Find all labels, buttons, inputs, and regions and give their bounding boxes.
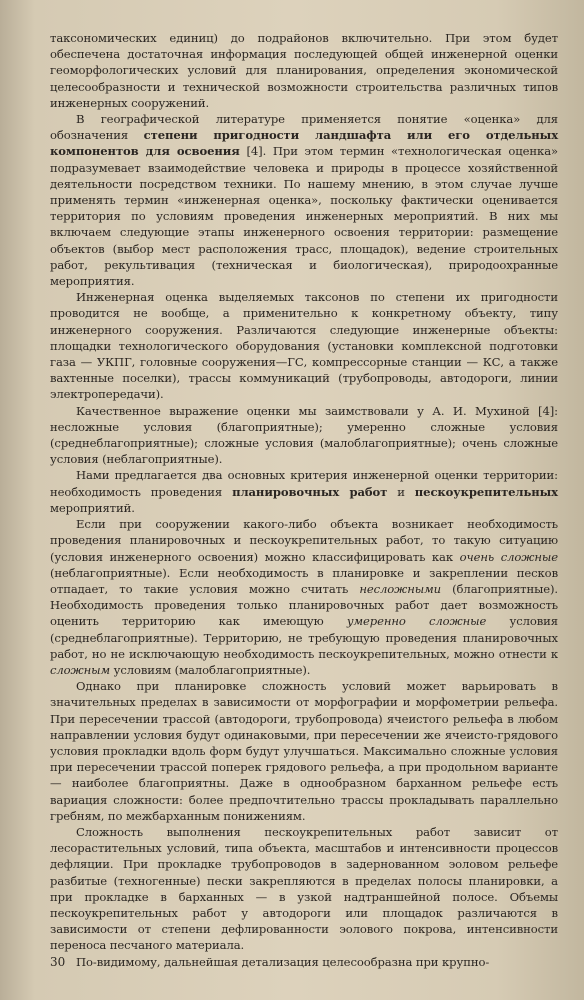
text-run: Нами предлагается два основных критерия инженерной оценки территории: необходимость проведения <box>50 468 558 499</box>
text-run: Однако при планировке сложность условий может варьировать в значительных пределах в зависимости от морфографии и морфометрии рельефа. При пересечении трассой (автодороги, трубопровода) ячеистого рельефа в любом направлении условия будут одинаковыми, при пересечении же ячеисто-грядового условия прокладки вдоль форм будут улучшаться. Максимально сложные условия при пересечении трассой поперек грядового рельефа, а при продольном варианте — наиболее благоприятны. Даже в однообразном барханном рельефе есть вариация сложности: более предпочтительно трассы прокладывать параллельно гребням, по межбарханным понижениям. <box>50 679 558 823</box>
bold-term: планировочных работ <box>232 484 388 499</box>
text-run: [4]. При этом термин «технологическая оценка» подразумевает взаимодействие человека и природы в процессе хозяйственной деятельности посредством техники. По нашему мнению, в этом случае лучше применять термин «инженерная оценка», поскольку фактически оценивается территория по условиям проведения инженерных мероприятий. В них мы включаем следующие этапы инженерного освоения территории: размещение объектов (выбор мест расположения трасс, площадок), ведение строительных работ, рекультивация (техническая и биологическая), природоохранные мероприятия. <box>50 144 559 289</box>
italic-term: очень сложные <box>459 549 558 564</box>
text-run: условиям (малоблагоприятные). <box>110 662 311 677</box>
paragraph-7 <box>50 678 558 824</box>
text-run: Если при сооружении какого-либо объекта возникает необходимость проведения планировочных и пескоукрепительных работ, то такую ситуацию (условия инженерного освоения) можно классифицировать как <box>50 517 558 564</box>
text-run: таксономических единиц) до подрайонов включительно. При этом будет обеспечена достаточная информация последующей общей инженерной оценки геоморфологических условий для планирования, определения экономической целесообразности и технической возможности строительства различных типов инженерных сооружений. <box>50 31 558 110</box>
text-run: (благоприятные). Необходимость проведения только планировочных работ дает возможность оценить территорию как имеющую <box>50 581 558 629</box>
text-run: и <box>387 484 415 499</box>
italic-term: несложными <box>359 581 442 596</box>
text-run: Качественное выражение оценки мы заимствовали у А. И. Мухиной [4]: несложные условия (благоприятные); умеренно сложные условия (среднеблагоприятные); сложные условия (малоблагоприятные); очень сложные условия (неблагоприятные). <box>50 403 558 467</box>
italic-term: умеренно сложные <box>346 614 487 629</box>
paragraph-9 <box>50 954 558 970</box>
bold-term: степени пригодности ландшафта или его отдельных компонентов для освоения <box>50 128 559 159</box>
paragraph-1 <box>50 30 558 111</box>
paragraph-2 <box>50 111 558 289</box>
paragraph-5 <box>50 467 558 516</box>
paragraph-4 <box>50 403 558 468</box>
paragraph-8 <box>50 824 558 954</box>
text-run: В географической литературе применяется понятие «оценка» для обозначения <box>50 112 558 143</box>
text-run: По-видимому, дальнейшая детализация целесообразна при крупно- <box>76 954 490 969</box>
paragraph-3 <box>50 289 558 402</box>
body-text <box>50 30 558 970</box>
italic-term: сложным <box>50 662 111 677</box>
text-run: Сложность выполнения пескоукрепительных работ зависит от лесорастительных условий, типа объекта, масштабов и интенсивности процессов дефляции. При прокладке трубопроводов в задернованном эоловом рельефе разбитые (техногенные) пески закрепляются в пределах полосы планировки, а при прокладке в барханных — в узкой надтраншейной полосе. Объемы пескоукрепительных работ у автодороги или площадок различаются в зависимости от степени дефлированности эолового покрова, интенсивности переноса песчаного материала. <box>50 824 558 953</box>
bold-term: пескоукрепительных <box>414 484 558 499</box>
text-run: условия (среднеблагоприятные). Территорию, не требующую проведения планировочных работ, но не исключающую необходимость пескоукрепительных, можно отнести к <box>50 614 559 661</box>
text-run: (неблагоприятные). Если необходимость в планировке и закреплении песков отпадает, то такие условия можно считать <box>50 565 558 596</box>
paragraph-6 <box>50 516 558 678</box>
page-number: 30 <box>50 955 66 969</box>
text-run: мероприятий. <box>50 500 135 515</box>
text-run: Инженерная оценка выделяемых таксонов по степени их пригодности проводится не вообще, а применительно к конкретному объекту, типу инженерного сооружения. Различаются следующие инженерные объекты: площадки технологического оборудования (установки комплексной подготовки газа — УКПГ, головные сооружения—ГС, компрессорные станции — КС, а также вахтенные поселки), трассы коммуникаций (трубопроводы, автодороги, линии электропередачи). <box>50 290 558 402</box>
